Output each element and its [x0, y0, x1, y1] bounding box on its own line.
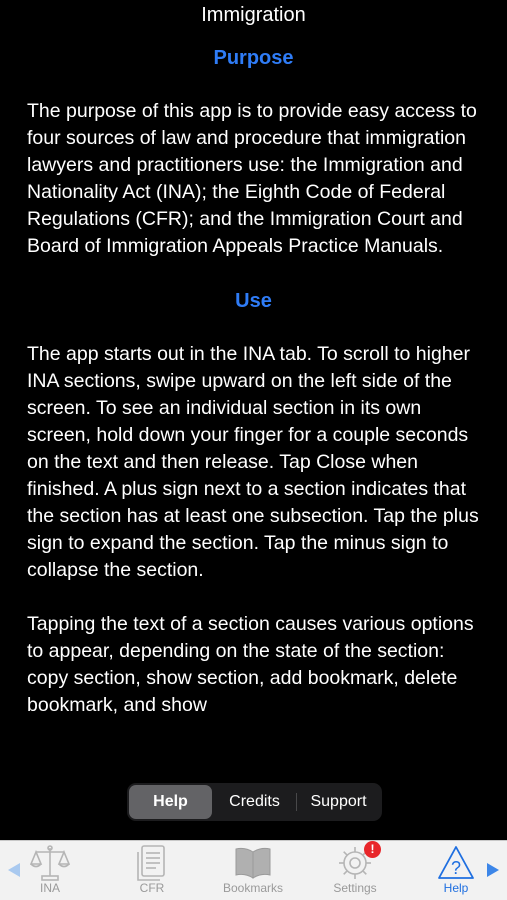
segment-help[interactable]: Help — [129, 785, 212, 819]
tab-cfr[interactable] — [112, 841, 192, 899]
segment-credits[interactable]: Credits — [229, 793, 280, 810]
tab-settings[interactable] — [315, 841, 395, 899]
tab-label-help: Help — [443, 881, 469, 895]
tab-bar — [0, 840, 507, 900]
scales-icon — [30, 844, 70, 882]
tab-bookmarks[interactable] — [213, 841, 293, 899]
book-icon — [233, 844, 273, 882]
tab-label-settings: Settings — [333, 881, 377, 895]
use-paragraph-2: Tapping the text of a section causes various options to appear, depending on the state of the section: copy section, show section, add bookmark, delete bookmark, and show — [27, 613, 474, 716]
nav-title: Immigration — [201, 4, 306, 26]
use-heading: Use — [235, 290, 272, 312]
svg-text:?: ? — [450, 858, 462, 878]
help-content[interactable] — [0, 44, 507, 774]
purpose-paragraph: The purpose of this app is to provide easy access to four sources of law and procedure that immigration lawyers and practitioners use: the Immigration and Nationality Act (INA); the Eighth Code of Federal Regulations (CFR); and the Immigration Court and Board of Immigration Appeals Practice Manuals. — [27, 100, 477, 257]
tab-label-ina: INA — [39, 881, 60, 895]
segment-support[interactable]: Support — [310, 793, 367, 810]
help-segmented-control[interactable] — [127, 783, 382, 821]
scroll-right-arrow-icon[interactable] — [487, 863, 499, 877]
purpose-heading: Purpose — [213, 47, 294, 69]
tab-help[interactable] — [416, 841, 496, 899]
tab-label-bookmarks: Bookmarks — [222, 881, 284, 895]
use-paragraph-1: The app starts out in the INA tab. To scroll to higher INA sections, swipe upward on the left side of the screen. To see an individual section in its own screen, hold down your finger for a couple seconds on the text and then release. Tap Close when finished. A plus sign next to a section indicates that the section has at least one subsection. Tap the plus sign to expand the section. Tap the minus sign to collapse the section. — [27, 343, 479, 581]
tab-ina[interactable] — [10, 841, 90, 899]
settings-alert-badge: ! — [364, 841, 381, 858]
tab-label-cfr: CFR — [139, 881, 165, 895]
help-triangle-icon — [436, 844, 476, 882]
document-icon — [132, 844, 172, 882]
